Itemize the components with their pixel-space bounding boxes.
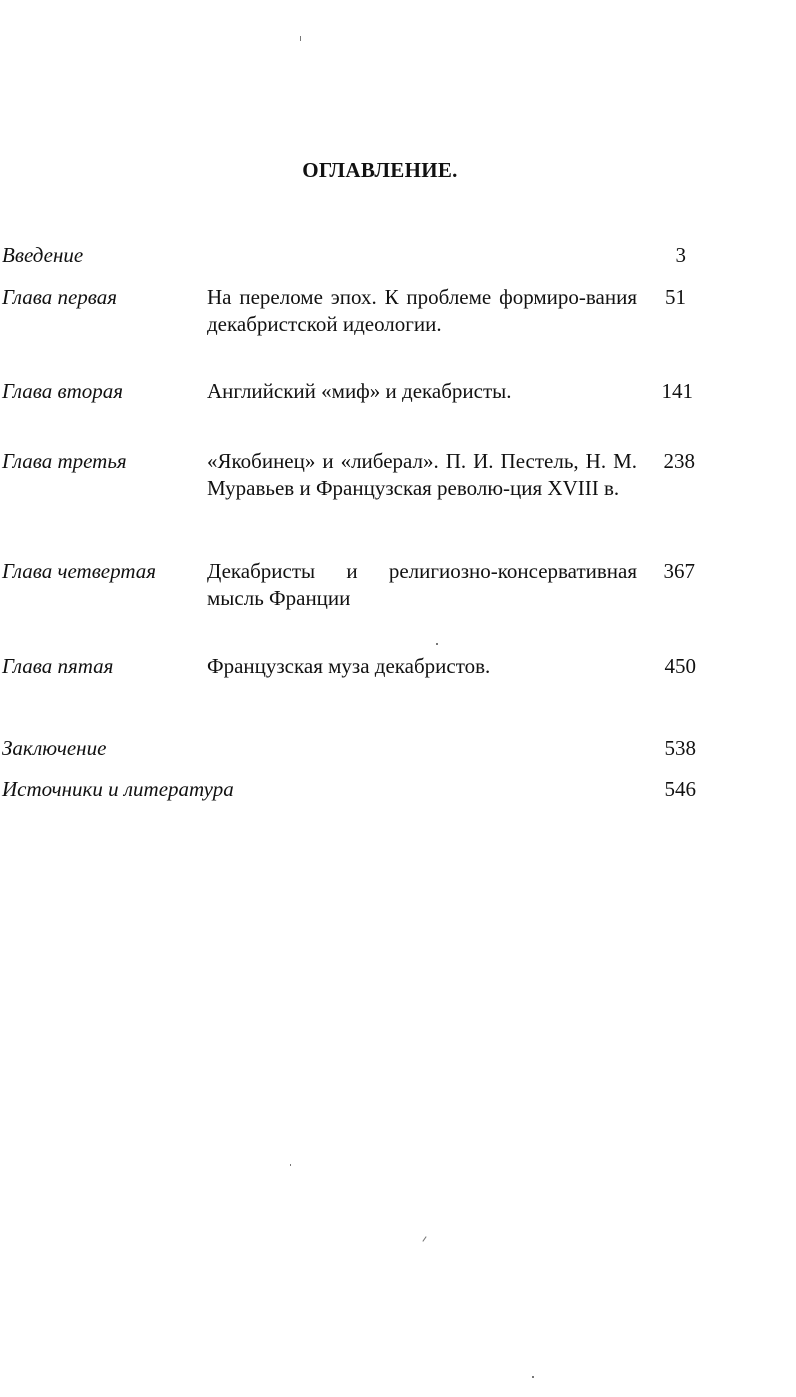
scan-speck — [532, 1376, 534, 1378]
toc-entry-title: «Якобинец» и «либерал». П. И. Пестель, Н. М. Муравьев и Французская револю-ция XVIII в. — [207, 449, 637, 500]
toc-entry-page: 238 — [663, 449, 695, 473]
scan-speck — [422, 1236, 426, 1241]
toc-entry-page: 367 — [663, 559, 695, 583]
toc-entry-page: 51 — [665, 285, 686, 309]
toc-entry-title: Английский «миф» и декабристы. — [207, 379, 512, 403]
toc-entry-label: Глава пятая — [2, 654, 114, 678]
toc-entry-label: Введение — [2, 243, 84, 267]
scan-speck — [300, 36, 301, 41]
toc-entry-page: 3 — [675, 243, 686, 267]
toc-entry-label: Глава вторая — [2, 379, 124, 403]
toc-entry-page: 450 — [664, 654, 696, 678]
toc-entry-page: 141 — [661, 379, 693, 403]
toc-entry-page: 546 — [664, 777, 696, 801]
toc-entry-title: На переломе эпох. К проблеме формиро-вания декабристской идеологии. — [207, 285, 637, 336]
toc-entry-page: 538 — [664, 736, 696, 760]
toc-entry-label: Глава первая — [2, 285, 118, 309]
scan-speck — [436, 643, 438, 645]
toc-entry-label: Источники и литература — [2, 777, 234, 801]
toc-entry-title: Декабристы и религиозно-консервативная мысль Франции — [207, 559, 637, 610]
toc-entry-label: Заключение — [2, 736, 107, 760]
scan-speck — [290, 1164, 291, 1166]
toc-entry-label: Глава третья — [2, 449, 127, 473]
page-title: ОГЛАВЛЕНИЕ. — [302, 158, 458, 182]
toc-entry-label: Глава четвертая — [2, 559, 157, 583]
toc-entry-title: Французская муза декабристов. — [207, 654, 491, 678]
